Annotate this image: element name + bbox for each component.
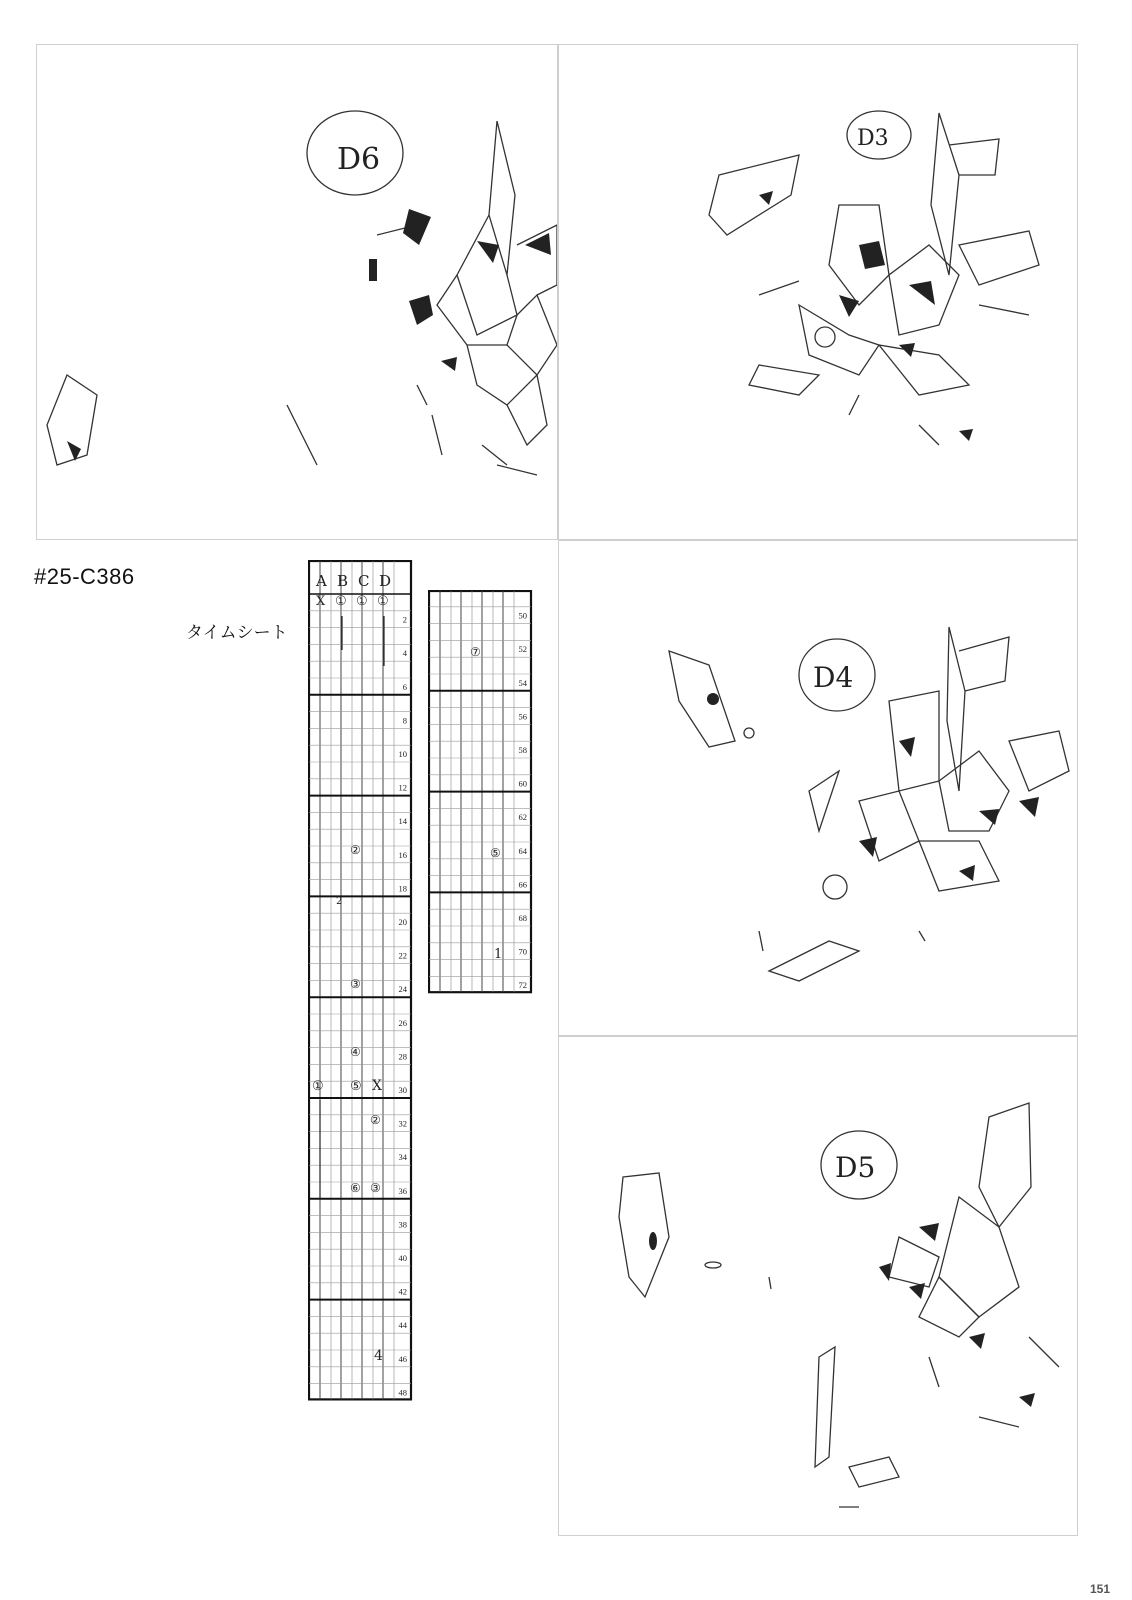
- keyframe-panel-d6: [36, 44, 558, 540]
- keyframe-panel-d3: [558, 44, 1078, 540]
- frame-number: 40: [398, 1253, 407, 1263]
- frame-number: 56: [518, 711, 527, 722]
- frame-number: 36: [398, 1185, 407, 1196]
- frame-number: 60: [518, 778, 527, 789]
- column-header-b: B: [337, 572, 349, 590]
- frame-number: 22: [398, 950, 407, 961]
- keyframe-panel-d4: [558, 540, 1078, 1036]
- hand-mark-c24: ③: [350, 977, 361, 991]
- frame-number: 24: [398, 984, 407, 995]
- hand-mark-c36: ⑥: [350, 1181, 361, 1195]
- timesheet-label: タイムシート: [186, 623, 288, 643]
- frame-number: 54: [518, 677, 527, 688]
- row1-mark-d: ①: [377, 594, 389, 609]
- frame-number: 6: [402, 681, 407, 692]
- hand-mark-a30: ①: [312, 1079, 324, 1094]
- hand-mark-s2-52: ⑦: [470, 645, 481, 659]
- frame-number: 34: [398, 1152, 407, 1163]
- timesheet-1: [308, 560, 414, 1402]
- key-label-d5: D5: [835, 1151, 876, 1184]
- frame-number: 68: [518, 913, 527, 923]
- column-header-a: A: [316, 572, 327, 590]
- key-label-d4: D4: [813, 661, 854, 694]
- hand-mark-c30: ⑤: [350, 1079, 362, 1094]
- page-number: 151: [1090, 1582, 1111, 1596]
- sketch-d4: [559, 541, 1078, 1036]
- timesheet-2-frame-numbers: [519, 611, 528, 991]
- hand-mark-c28: ④: [350, 1045, 361, 1059]
- frame-number: 30: [398, 1085, 407, 1095]
- frame-number: 32: [398, 1118, 407, 1129]
- frame-number: 52: [518, 644, 527, 655]
- hand-mark-s2-64: ⑤: [490, 846, 501, 860]
- frame-number: 44: [398, 1320, 407, 1331]
- frame-number: 62: [518, 812, 527, 823]
- timesheet-2: [428, 590, 534, 996]
- column-header-d: D: [379, 572, 392, 590]
- sketch-d3: [559, 45, 1078, 540]
- cut-number: #25-C386: [34, 564, 135, 589]
- frame-number: 66: [518, 879, 527, 890]
- hand-mark-s2-70: 1: [494, 947, 503, 962]
- frame-number: 46: [398, 1353, 407, 1364]
- frame-number: 8: [402, 715, 407, 726]
- frame-number: 4: [402, 648, 407, 659]
- frame-number: 50: [518, 610, 527, 621]
- hand-mark-d30: X: [372, 1078, 382, 1094]
- hand-mark-b19: 2: [336, 896, 343, 907]
- frame-number: 48: [398, 1387, 407, 1398]
- column-header-c: C: [358, 572, 370, 590]
- frame-number: 28: [398, 1051, 407, 1062]
- frame-number: 16: [398, 849, 407, 860]
- keyframe-panel-d5: [558, 1036, 1078, 1536]
- frame-number: 20: [398, 917, 407, 927]
- key-label-d6: D6: [337, 142, 381, 177]
- sketch-d5: [559, 1037, 1078, 1536]
- frame-number: 26: [398, 1017, 407, 1028]
- frame-number: 38: [398, 1219, 407, 1230]
- hand-mark-c16: ②: [350, 843, 361, 857]
- frame-number: 10: [398, 749, 407, 759]
- row1-mark-b: ①: [335, 594, 347, 609]
- frame-number: 42: [398, 1286, 407, 1297]
- sketch-d6: [37, 45, 558, 540]
- frame-number: 12: [398, 782, 407, 793]
- row1-mark-a: X: [316, 594, 326, 609]
- frame-number: 14: [398, 816, 407, 827]
- frame-number: 2: [402, 614, 407, 625]
- frame-number: 72: [518, 980, 527, 991]
- hand-mark-d46: 4: [374, 1348, 383, 1364]
- row1-mark-c: ①: [356, 594, 368, 609]
- frame-number: 70: [518, 946, 527, 957]
- frame-number: 18: [398, 883, 407, 894]
- hand-mark-d36: ③: [370, 1181, 381, 1195]
- hand-mark-d32: ②: [370, 1113, 381, 1127]
- timesheet-1-frame-numbers: [399, 615, 408, 1398]
- key-label-d3: D3: [857, 126, 889, 151]
- frame-number: 58: [518, 745, 527, 755]
- frame-number: 64: [518, 845, 527, 856]
